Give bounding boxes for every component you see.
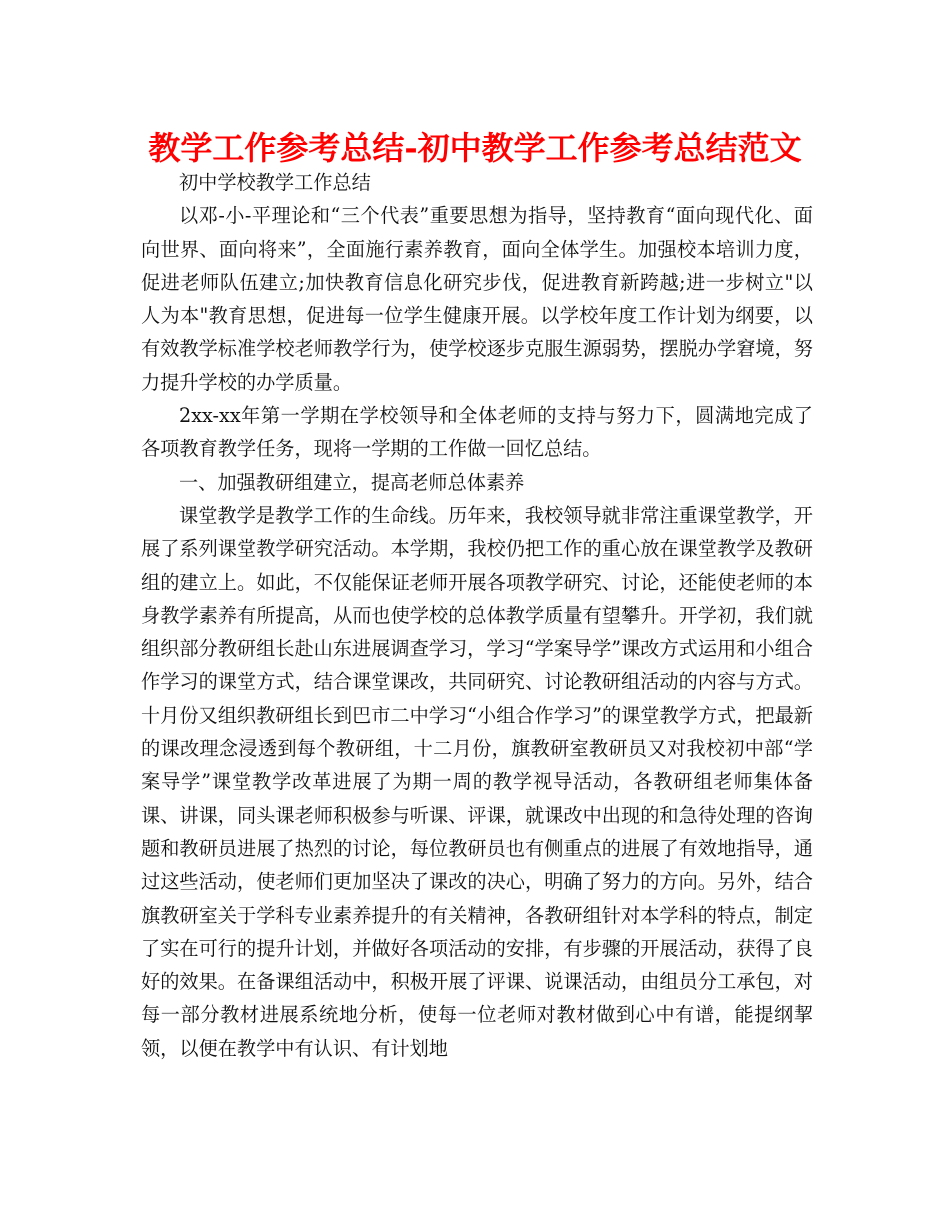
section-heading: 初中学校教学工作总结 [179,171,371,194]
paragraph: 课堂教学是教学工作的生命线。历年来，我校领导就非常注重课堂教学，开展了系列课堂教学研究活动。本学期，我校仍把工作的重心放在课堂教学及教研组的建立上。如此，不仅能保证老师开展各项教学研究、讨论，还能使老师的本身教学素养有所提高，从而也使学校的总体教学质量有望攀升。开学初，我们就组织部分教研组长赴山东进展调查学习，学习“学案导学”课改方式运用和小组合作学习的课堂方式，结合课堂课改，共同研究、讨论教研组活动的内容与方式。十月份又组织教研组长到巴市二中学习“小组合作学习”的课堂教学方式，把最新的课改理念浸透到每个教研组，十二月份，旗教研室教研员又对我校初中部“学案导学”课堂教学改革进展了为期一周的教学视导活动，各教研组老师集体备课、讲课，同头课老师积极参与听课、评课，就课改中出现的和急待处理的咨询题和教研员进展了热烈的讨论，每位教研员也有侧重点的进展了有效地指导，通过这些活动，使老师们更加坚决了课改的决心，明确了努力的方向。另外，结合旗教研室关于学科专业素养提升的有关精神，各教研组针对本学科的特点，制定了实在可行的提升计划，并做好各项活动的安排，有步骤的开展活动，获得了良好的效果。在备课组活动中，积极开展了评课、说课活动，由组员分工承包，对每一部分教材进展系统地分析，使每一位老师对教材做到心中有谱，能提纲挈领，以便在教学中有认识、有计划地 [141,503,813,1060]
section-heading: 一、加强教研组建立，提高老师总体素养 [179,470,525,494]
document-title: 教学工作参考总结-初中教学工作参考总结范文 [148,129,802,167]
paragraph: 以邓-小-平理论和“三个代表”重要思想为指导，坚持教育“面向现代化、面向世界、面向将来”，全面施行素养教育，面向全体学生。加强校本培训力度，促进老师队伍建立;加快教育信息化研究步伐，促进教育新跨越;进一步树立"以人为本"教育思想，促进每一位学生健康开展。以学校年度工作计划为纲要，以有效教学标准学校老师教学行为，使学校逐步克服生源弱势，摆脱办学窘境，努力提升学校的办学质量。 [141,204,813,394]
paragraph: 2xx-xx年第一学期在学校领导和全体老师的支持与努力下，圆满地完成了各项教育教学任务，现将一学期的工作做一回忆总结。 [141,404,813,461]
document-body [141,166,813,1065]
